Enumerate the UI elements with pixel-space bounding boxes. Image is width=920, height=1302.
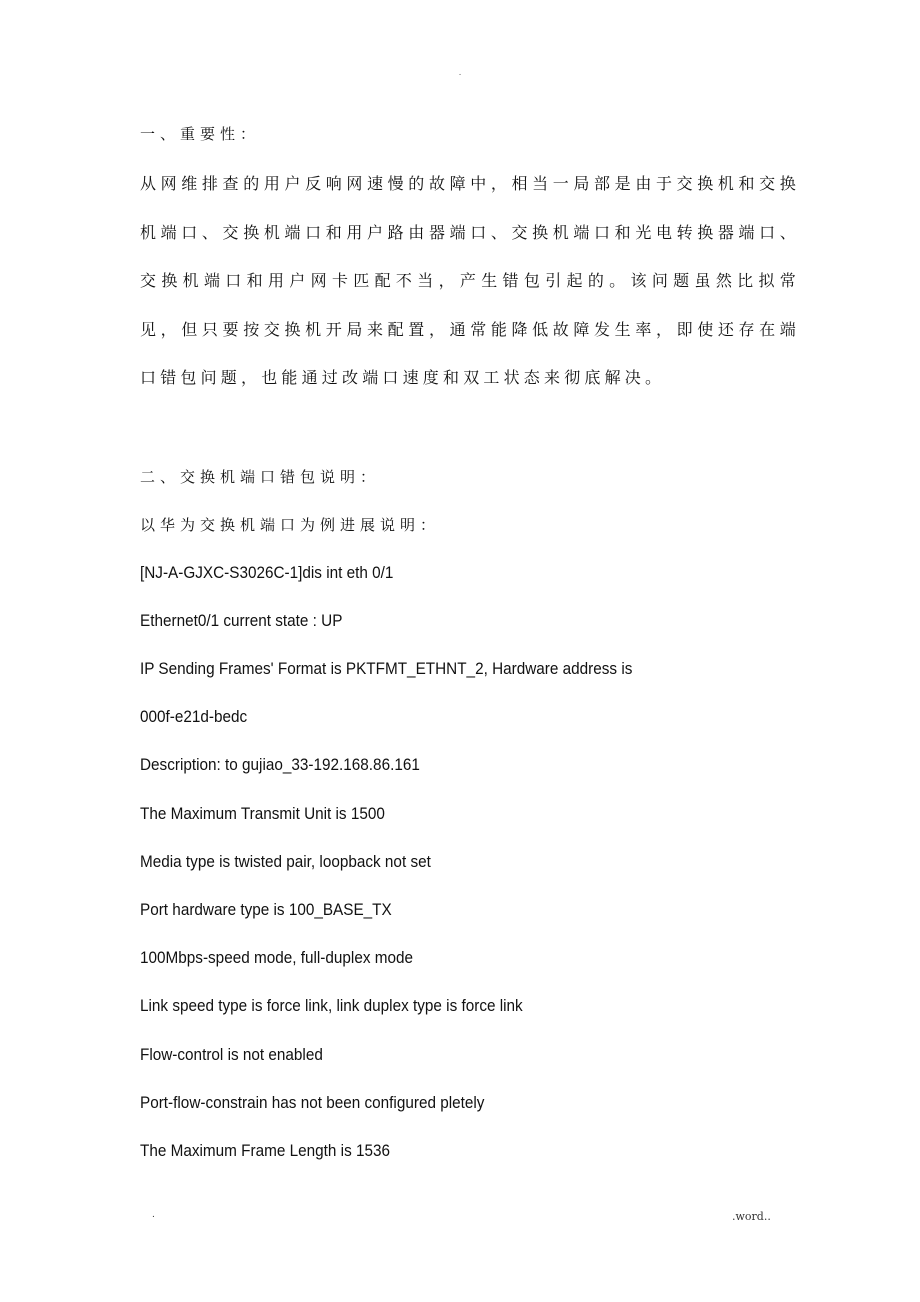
importance-paragraph: 从网维排查的用户反响网速慢的故障中，相当一局部是由于交换机和交换机端口、交换机端口和用户路由器端口、交换机端口和光电转换器端口、交换机端口和用户网卡匹配不当，产生错包引起的。该问题虽然比拟常见，但只要按交换机开局来配置，通常能降低故障发生率，即使还存在端口错包问题，也能通过改端口速度和双工状态来彻底解决。: [140, 174, 800, 387]
port-errors-intro: 以华为交换机端口为例进展说明：: [140, 515, 441, 534]
command-output-line: Media type is twisted pair, loopback not set: [140, 851, 431, 871]
command-output-line: [NJ-A-GJXC-S3026C-1]dis int eth 0/1: [140, 562, 394, 582]
command-output-line: Ethernet0/1 current state : UP: [140, 610, 343, 630]
section-heading-port-errors: 二、交换机端口错包说明：: [140, 467, 381, 486]
command-output-line: Link speed type is force link, link duplex type is force link: [140, 996, 523, 1016]
page-header-mark: .: [458, 68, 462, 77]
document-body: [140, 118, 800, 1175]
command-output-line: Port hardware type is 100_BASE_TX: [140, 899, 392, 919]
command-output-line: IP Sending Frames' Format is PKTFMT_ETHNT_2, Hardware address is: [140, 658, 633, 678]
command-output-line: Flow-control is not enabled: [140, 1044, 323, 1064]
command-output-line: Port-flow-constrain has not been configured pletely: [140, 1092, 485, 1112]
command-output-line: 100Mbps-speed mode, full-duplex mode: [140, 948, 414, 968]
command-output-line: 000f-e21d-bedc: [140, 707, 248, 727]
command-output-line: The Maximum Frame Length is 1536: [140, 1140, 391, 1160]
command-output-line: The Maximum Transmit Unit is 1500: [140, 803, 385, 823]
command-output: [140, 549, 800, 1176]
section-heading-importance: 一、重要性：: [140, 125, 261, 143]
page-footer-left: .: [152, 1210, 155, 1220]
page-footer-right: .word..: [732, 1210, 771, 1223]
command-output-line: Description: to gujiao_33-192.168.86.161: [140, 755, 420, 775]
